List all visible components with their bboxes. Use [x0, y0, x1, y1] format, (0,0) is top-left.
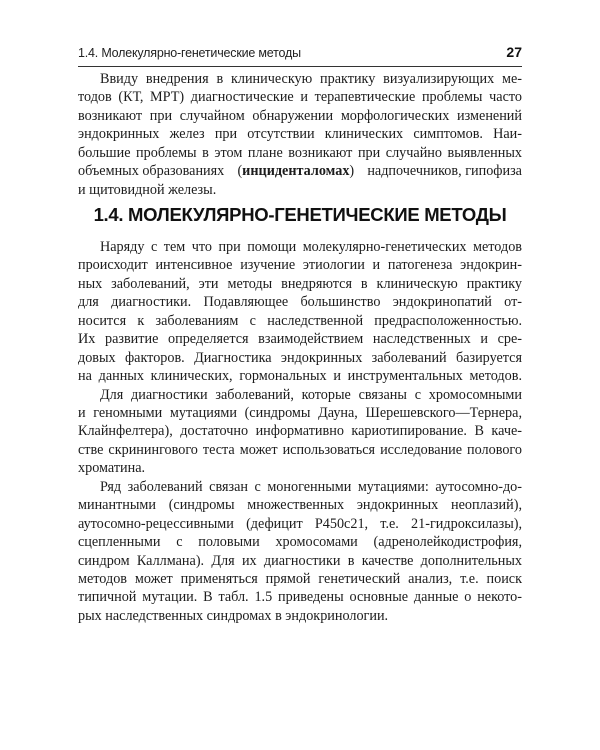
- text-line: Их развитие определяется взаимодействием наследственных и сре-: [78, 331, 522, 348]
- text-line: большие проблемы в этом плане возникают при случайно выявленных: [78, 144, 522, 161]
- intro-paragraph: [78, 70, 522, 199]
- text-line: Ввиду внедрения в клиническую практику визуализирующих ме-: [100, 71, 522, 87]
- text-line: аутосомно-рецессивными (дефицит Р450с21, т.е. 21-гидроксилазы),: [78, 515, 522, 532]
- text-line: и геномными мутациями (синдромы Дауна, Шерешевского—Тернера,: [78, 405, 522, 422]
- text-line: Клайнфелтера), достаточно информативно кариотипирование. В каче-: [78, 423, 522, 440]
- section-heading: 1.4. МОЛЕКУЛЯРНО-ГЕНЕТИЧЕСКИЕ МЕТОДЫ: [93, 204, 507, 225]
- text-line: происходит интенсивное изучение этиологии и патогенеза эндокрин-: [78, 257, 522, 274]
- text-line: Наряду с тем что при помощи молекулярно-генетических методов: [100, 239, 522, 255]
- running-title: 1.4. Молекулярно-генетические методы: [78, 46, 301, 60]
- text-line: для диагностики. Подавляющее большинство эндокринопатий от-: [78, 294, 522, 311]
- text-line: хроматина.: [78, 460, 146, 477]
- term-wrapper: (инциденталомах): [237, 163, 355, 180]
- text-line: минантными (синдромы множественных эндокринных неоплазий),: [78, 497, 522, 514]
- body-paragraph: [78, 386, 522, 478]
- body-paragraph: [78, 478, 522, 626]
- text-line: Для диагностики заболеваний, которые связаны с хромосомными: [100, 386, 522, 403]
- text-line: тодов (КТ, МРТ) диагностические и терапевтические проблемы часто: [78, 89, 522, 106]
- body-paragraph: [78, 238, 522, 386]
- text-line: сцепленными с половыми хромосомами (адренолейкодистрофия,: [78, 534, 522, 551]
- text-line: методов может применяться прямой генетический анализ, т.е. поиск: [78, 571, 522, 588]
- text-line: стве скринингового теста может использоваться исследование полового: [78, 441, 522, 458]
- header-rule: [78, 66, 522, 67]
- text-line: на данных клинических, гормональных и инструментальных методов.: [78, 368, 522, 385]
- text-line-with-term: [78, 162, 522, 180]
- text-line: типичной мутации. В табл. 1.5 приведены основные данные о некото-: [78, 589, 522, 606]
- text-segment: объемных образованиях: [78, 163, 228, 180]
- text-line: рых наследственных синдромах в эндокринологии.: [78, 607, 389, 624]
- text-line: довых факторов. Диагностика эндокринных заболеваний базируется: [78, 349, 522, 366]
- running-header: [78, 44, 522, 64]
- text-line: эндокринных желез при отсутствии клинических симптомов. Наи-: [78, 126, 522, 143]
- text-line: носится к заболеваниям с наследственной предрасположенностью.: [78, 312, 522, 329]
- text-line: и щитовидной железы.: [78, 181, 217, 198]
- text-line: возникают при случайном обнаружении морфологических изменений: [78, 107, 522, 124]
- text-line: ных заболеваний, эти методы внедряются в клиническую практику: [78, 275, 522, 292]
- text-line: синдром Каллмана). Для их диагностики в качестве дополнительных: [78, 552, 522, 569]
- text-segment: надпочечников, гипофиза: [363, 163, 522, 180]
- page-number: 27: [506, 44, 522, 60]
- bold-term: инциденталомах: [242, 163, 350, 180]
- text-line: Ряд заболеваний связан с моногенными мутациями: аутосомно-до-: [100, 478, 522, 495]
